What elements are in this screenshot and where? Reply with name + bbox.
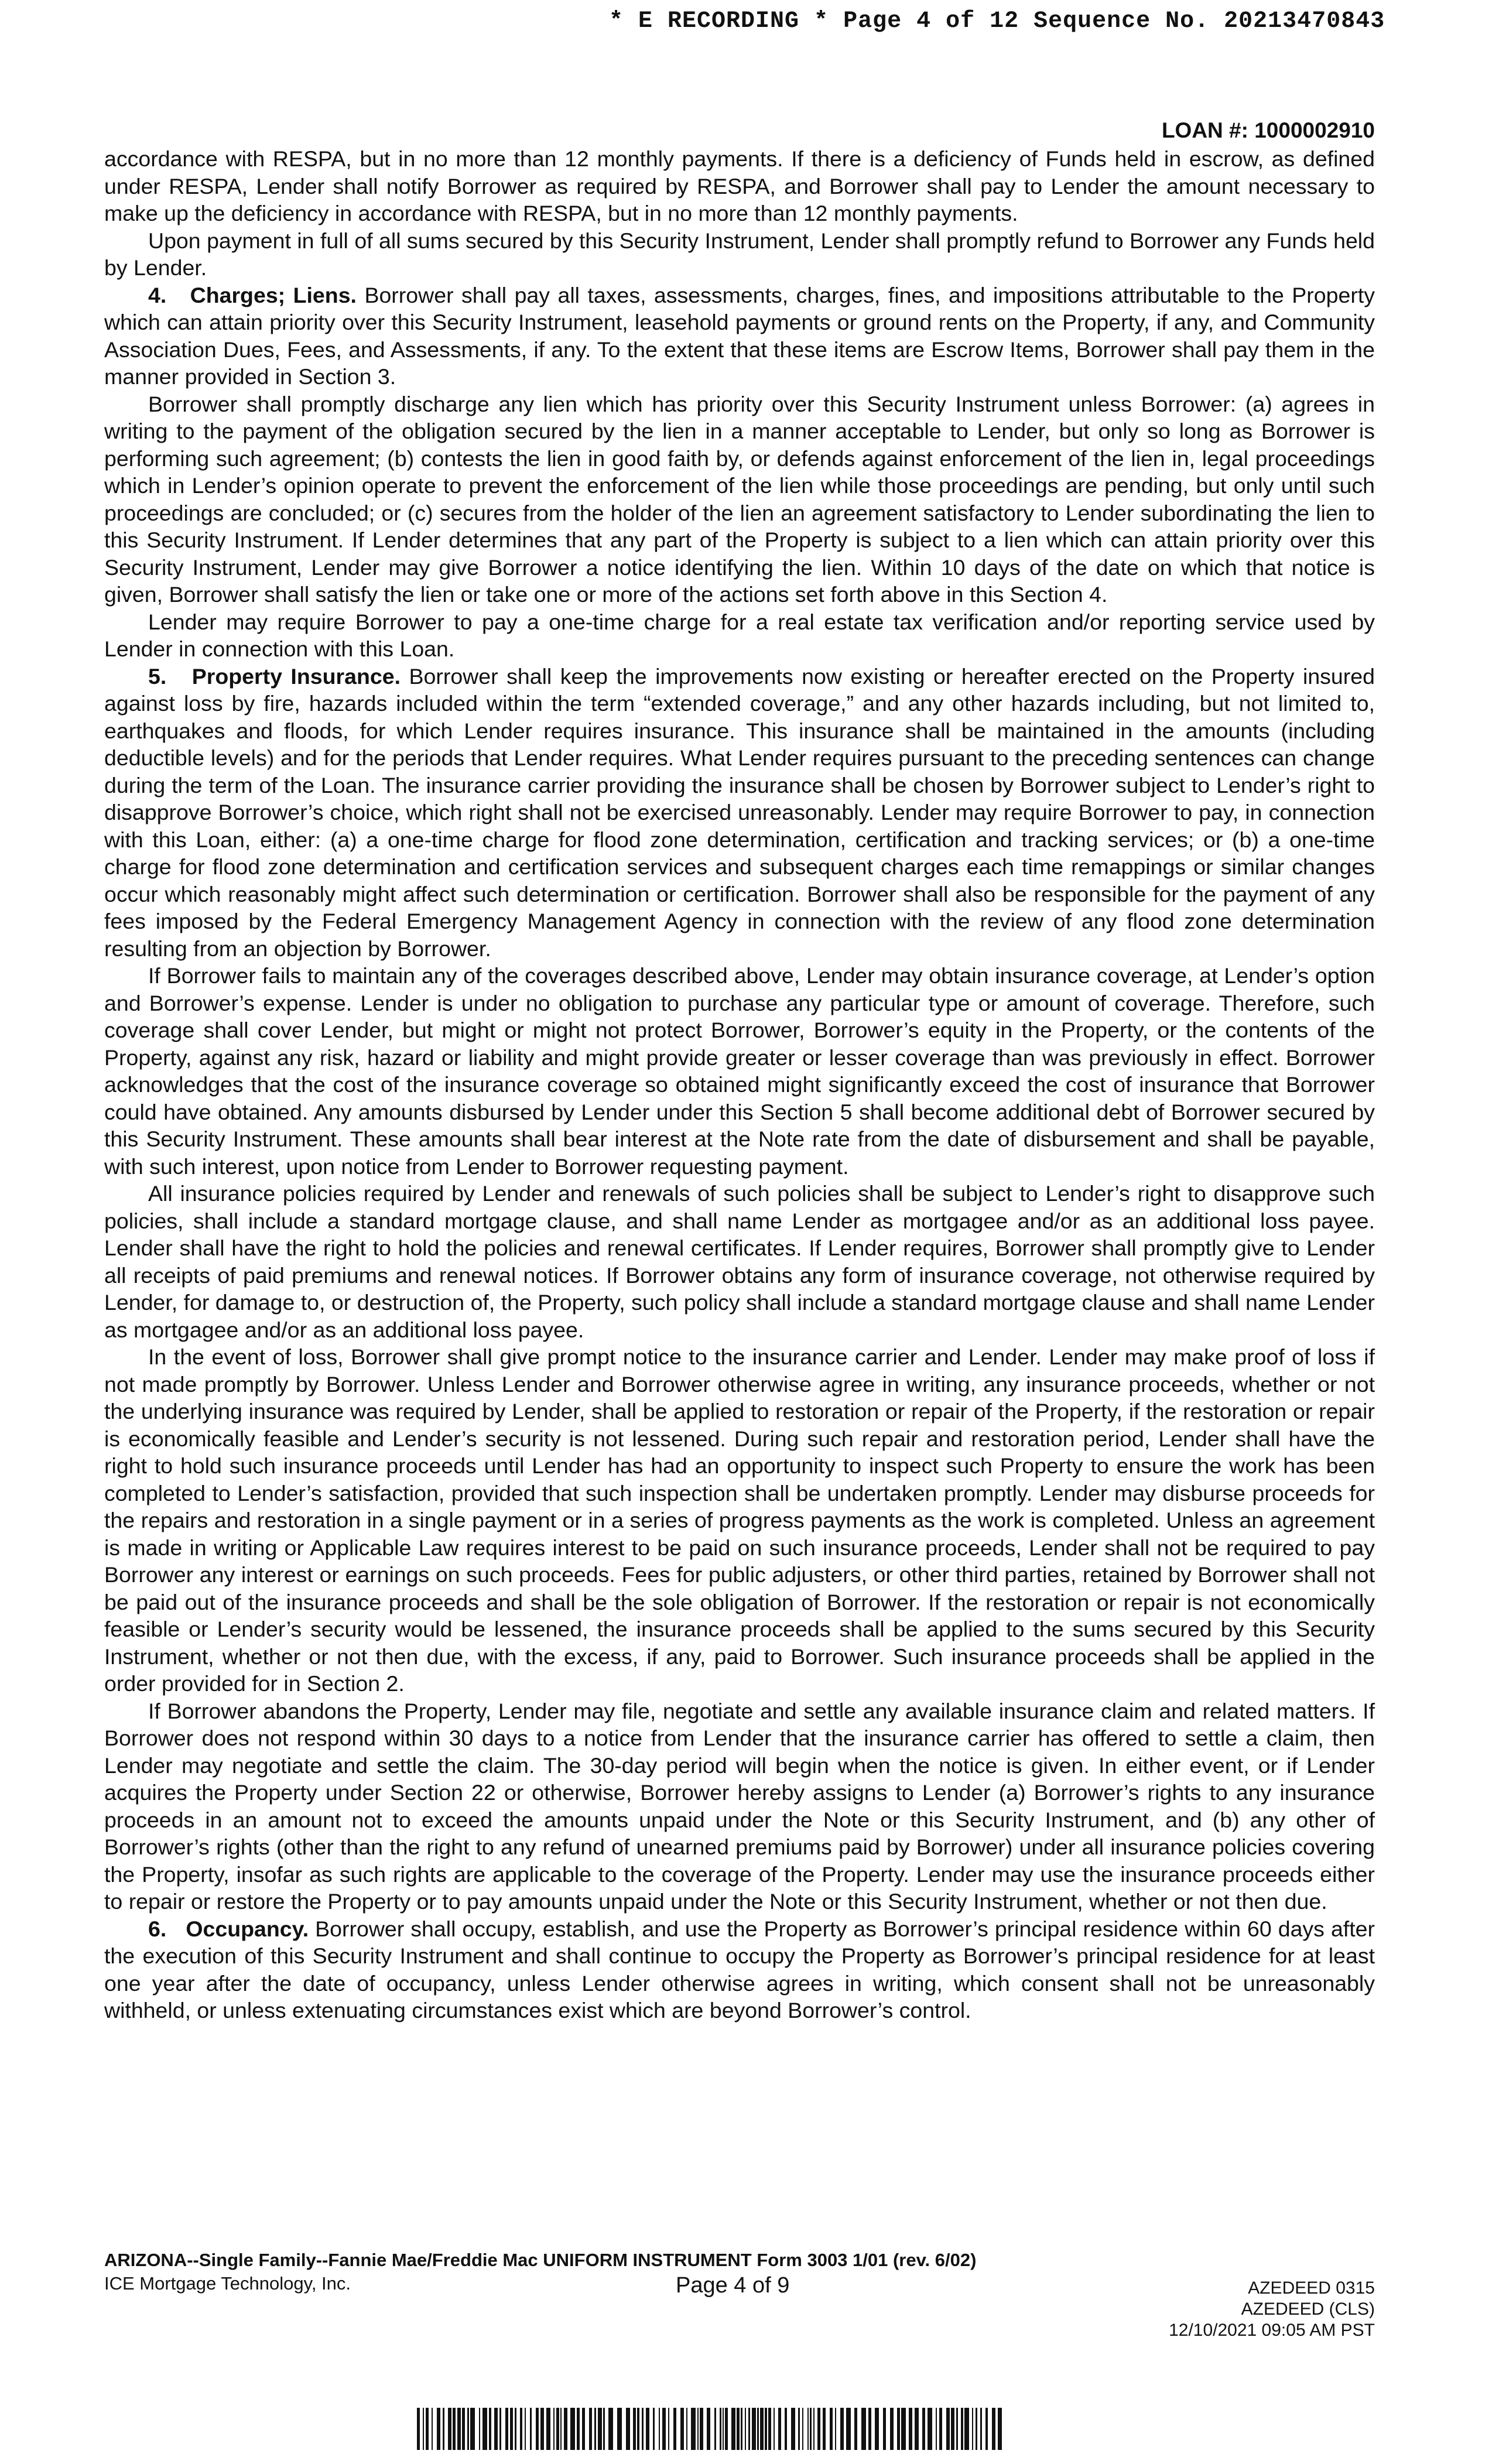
barcode-bar <box>594 2408 596 2450</box>
barcode-bar <box>556 2408 559 2450</box>
barcode-bar <box>909 2408 912 2450</box>
barcode-bar <box>741 2408 742 2450</box>
section-title: Charges; Liens. <box>190 282 357 307</box>
barcode-bar <box>432 2408 433 2450</box>
barcode-bar <box>823 2408 826 2450</box>
barcode-bar <box>939 2408 942 2450</box>
barcode-bar <box>810 2408 812 2450</box>
barcode-bar <box>745 2408 746 2450</box>
barcode-bar <box>798 2408 800 2450</box>
barcode-bar <box>835 2408 836 2450</box>
barcode-bar <box>617 2408 622 2450</box>
barcode-bar <box>417 2408 420 2450</box>
paragraph-text: In the event of loss, Borrower shall give prompt notice to the insurance carrier and Lender. Lender may make proof of loss if not made promptly by Borrower. Unless Lender and Borrower otherwise agree in writing, any insurance proceeds, whether or not the underlying insurance was required by Lender, shall be applied to restoration or repair of the Property, if the restoration or repair is economically feasible and Lender’s security is not lessened. During such repair and restoration period, Lender shall have the right to hold such insurance proceeds until Lender has had an opportunity to inspect such Property to ensure the work has been completed to Lender’s satisfaction, provided that such inspection shall be undertaken promptly. Lender may disburse proceeds for the repairs and restoration in a single payment or in a series of progress payments as the work is completed. Unless an agreement is made in writing or Applicable Law requires interest to be paid on such insurance proceeds, Lender shall not be required to pay Borrower any interest or earnings on such proceeds. Fees for public adjusters, or other third parties, retained by Borrower shall not be paid out of the insurance proceeds and shall be the sole obligation of Borrower. If the restoration or repair is not economically feasible or Lender’s security would be lessened, the insurance proceeds shall be applied to the sums secured by this Security Instrument, whether or not then due, with the excess, if any, paid to Borrower. Such insurance proceeds shall be applied in the order provided for in Section 2. <box>104 1344 1375 1696</box>
barcode-bar <box>817 2408 820 2450</box>
barcode-bar <box>673 2408 676 2450</box>
barcode-bar <box>760 2408 764 2450</box>
barcode-bar <box>686 2408 687 2450</box>
barcode-bar <box>515 2408 516 2450</box>
barcode-bar <box>785 2408 787 2450</box>
barcode-bar <box>936 2408 937 2450</box>
barcode-bar <box>707 2408 710 2450</box>
paragraph-text: Lender may require Borrower to pay a one-time charge for a real estate tax verification and/or reporting service used by Lender in connection with this Loan. <box>104 609 1375 661</box>
barcode-bar <box>642 2408 644 2450</box>
barcode-bar <box>752 2408 756 2450</box>
barcode-bar <box>646 2408 649 2450</box>
barcode-bar <box>489 2408 491 2450</box>
barcode-bar <box>854 2408 857 2450</box>
paragraph-text: Borrower shall occupy, establish, and use the Property as Borrower’s principal residence within 60 days after the execution of this Security Instrument and shall continue to occupy the Property as Borrower’s principal residence for at least one year after the date of occupancy, unless Lender otherwise agrees in writing, which consent shall not be unreasonably withheld, or unless extenuating circumstances exist which are beyond Borrower’s control. <box>104 1916 1375 2022</box>
barcode-bar <box>608 2408 613 2450</box>
document-codes <box>1169 2278 1375 2341</box>
paragraph-text: accordance with RESPA, but in no more than 12 monthly payments. If there is a deficiency of Funds held in escrow, as defined under RESPA, Lender shall notify Borrower as required by RESPA, and Borrower shall pay to Lender the amount necessary to make up the deficiency in accordance with RESPA, but in no more than 12 monthly payments. <box>104 146 1375 225</box>
barcode-bar <box>437 2408 440 2450</box>
barcode-bar <box>426 2408 429 2450</box>
barcode-bar <box>691 2408 696 2450</box>
barcode-bar <box>564 2408 567 2450</box>
barcode-bar <box>589 2408 592 2450</box>
barcode-bar <box>791 2408 795 2450</box>
paragraph-text: Borrower shall pay all taxes, assessments, charges, fines, and impositions attributable to the Property which can attain priority over this Security Instrument, leasehold payments or ground rents on the Property, if any, and Community Association Dues, Fees, and Assessments, if any. To the extent that these items are Escrow Items, Borrower shall pay them in the manner provided in Section 3. <box>104 282 1375 389</box>
page-footer <box>104 2250 1375 2338</box>
barcode-bar <box>922 2408 925 2450</box>
barcode-bar <box>830 2408 833 2450</box>
page-number: Page 4 of 9 <box>676 2273 790 2298</box>
barcode-bar <box>668 2408 669 2450</box>
barcode-bar <box>499 2408 501 2450</box>
barcode-bar <box>731 2408 735 2450</box>
barcode-bar <box>494 2408 498 2450</box>
barcode-bar <box>423 2408 424 2450</box>
barcode-bar <box>725 2408 728 2450</box>
barcode-bar <box>757 2408 759 2450</box>
loan-number-line <box>1162 118 1375 143</box>
vendor-name: ICE Mortgage Technology, Inc. <box>104 2273 351 2294</box>
paragraph-text: Borrower shall promptly discharge any lien which has priority over this Security Instrument unless Borrower: (a) agrees in writing to the payment of the obligation secured by the lien in a manner acceptable to Lender, but only so long as Borrower is performing such agreement; (b) contests the lien in good faith by, or defends against enforcement of the lien in, legal proceedings which in Lender’s opinion operate to prevent the enforcement of the lien while those proceedings are pending, but only until such proceedings are concluded; or (c) secures from the holder of the lien an agreement satisfactory to Lender subordinating the lien to this Security Instrument. If Lender determines that any part of the Property is subject to a lien which can attain priority over this Security Instrument, Lender may give Borrower a notice identifying the lien. Within 10 days of the date on which that notice is given, Borrower shall satisfy the lien or take one or more of the actions set forth above in this Section 4. <box>104 391 1375 607</box>
body-paragraph <box>104 227 1375 282</box>
print-timestamp: 12/10/2021 09:05 AM PST <box>1169 2321 1375 2340</box>
barcode-bar <box>659 2408 660 2450</box>
barcode-bar <box>964 2408 969 2450</box>
paragraph-text: If Borrower fails to maintain any of the coverages described above, Lender may obtain insurance coverage, at Lender’s option and Borrower’s expense. Lender is under no obligation to purchase any particular type or amount of coverage. Therefore, such coverage shall cover Lender, but might or might not protect Borrower, Borrower’s equity in the Property, or the contents of the Property, against any risk, hazard or liability and might provide greater or lesser coverage than was previously in effect. Borrower acknowledges that the cost of the insurance coverage so obtained might significantly exceed the cost of insurance that Borrower could have obtained. Any amounts disbursed by Lender under this Section 5 shall become additional debt of Borrower secured by this Security Instrument. These amounts shall bear interest at the Note rate from the date of disbursement and shall be payable, with such interest, upon notice from Lender to Borrower requesting payment. <box>104 963 1375 1179</box>
barcode-bar <box>505 2408 508 2450</box>
body-paragraph <box>104 1180 1375 1343</box>
barcode-bar <box>603 2408 605 2450</box>
barcode-bar <box>462 2408 465 2450</box>
barcode-bar <box>582 2408 585 2450</box>
barcode-bar <box>697 2408 699 2450</box>
section-title: Property Insurance. <box>191 663 401 689</box>
barcode-bar <box>946 2408 950 2450</box>
section-6-paragraph <box>104 1915 1375 2024</box>
barcode-bar <box>570 2408 575 2450</box>
body-paragraph <box>104 145 1375 227</box>
section-number: 6. <box>148 1916 167 1941</box>
section-4-paragraph <box>104 282 1375 391</box>
barcode-bar <box>453 2408 456 2450</box>
barcode-bar <box>633 2408 636 2450</box>
barcode-bar <box>720 2408 721 2450</box>
barcode-bar <box>846 2408 851 2450</box>
barcode-bar <box>774 2408 775 2450</box>
barcode-bar <box>956 2408 958 2450</box>
barcode-bar <box>980 2408 982 2450</box>
barcode-bar <box>530 2408 532 2450</box>
barcode-bar <box>560 2408 562 2450</box>
paragraph-text: All insurance policies required by Lender and renewals of such policies shall be subject to Lender’s right to disapprove such policies, shall include a standard mortgage clause, and shall name Lender as mortgagee and/or as an additional loss payee. Lender shall have the right to hold the policies and renewal certificates. If Lender requires, Borrower shall promptly give to Lender all receipts of paid premiums and renewal notices. If Borrower obtains any form of insurance coverage, not otherwise required by Lender, for damage to, or destruction of, the Property, such policy shall include a standard mortgage clause and shall name Lender as mortgagee and/or as an additional loss payee. <box>104 1181 1375 1342</box>
section-number: 4. <box>148 282 167 307</box>
barcode-bar <box>868 2408 871 2450</box>
barcode-bar <box>714 2408 716 2450</box>
loan-label: LOAN #: <box>1161 118 1248 142</box>
body-paragraph <box>104 962 1375 1180</box>
barcode-bar <box>520 2408 522 2450</box>
barcode-bar <box>915 2408 919 2450</box>
barcode-bar <box>700 2408 703 2450</box>
barcode-bar <box>467 2408 469 2450</box>
doc-code-secondary: AZEDEED (CLS) <box>1241 2299 1375 2319</box>
barcode-bar <box>972 2408 973 2450</box>
paragraph-text: If Borrower abandons the Property, Lender may file, negotiate and settle any available insurance claim and related matters. If Borrower does not respond within 30 days to a notice from Lender that the insurance carrier has offered to settle a claim, then Lender may negotiate and settle the claim. The 30-day period will begin when the notice is given. In either event, or if Lender acquires the Property under Section 22 or otherwise, Borrower hereby assigns to Lender (a) Borrower’s rights to any insurance proceeds in an amount not to exceed the amounts unpaid under the Note or this Security Instrument, and (b) any other of Borrower’s rights (other than the right to any refund of unearned premiums paid by Borrower) under all insurance policies covering the Property, insofar as such rights are applicable to the coverage of the Property. Lender may use the insurance proceeds either to repair or restore the Property or to pay amounts unpaid under the Note or this Security Instrument, whether or not then due. <box>104 1698 1375 1914</box>
barcode-bar <box>536 2408 539 2450</box>
barcode-bar <box>479 2408 480 2450</box>
barcode-bar <box>992 2408 995 2450</box>
barcode-bar <box>510 2408 513 2450</box>
section-5-paragraph <box>104 663 1375 963</box>
barcode-bar <box>653 2408 655 2450</box>
barcode-bar <box>553 2408 555 2450</box>
doc-code: AZEDEED 0315 <box>1248 2278 1375 2298</box>
barcode-bar <box>883 2408 886 2450</box>
document-barcode <box>417 2408 1002 2450</box>
barcode-bar <box>577 2408 580 2450</box>
barcode-bar <box>768 2408 771 2450</box>
body-paragraph <box>104 1698 1375 1915</box>
recording-stamp: * E RECORDING * Page 4 of 12 Sequence No. 20213470843 <box>609 8 1385 35</box>
barcode-bar <box>637 2408 639 2450</box>
barcode-bar <box>546 2408 550 2450</box>
barcode-bar <box>482 2408 487 2450</box>
barcode-bar <box>662 2408 666 2450</box>
barcode-bar <box>976 2408 977 2450</box>
barcode-bar <box>540 2408 544 2450</box>
barcode-bar <box>802 2408 803 2450</box>
barcode-bar <box>748 2408 750 2450</box>
body-paragraph <box>104 608 1375 663</box>
paragraph-text: Borrower shall keep the improvements now existing or hereafter erected on the Property insured against loss by fire, hazards included within the term “extended coverage,” and any other hazards including, but not limited to, earthquakes and floods, for which Lender requires insurance. This insurance shall be maintained in the amounts (including deductible levels) and for the periods that Lender requires. What Lender requires pursuant to the preceding sentences can change during the term of the Loan. The insurance carrier providing the insurance shall be chosen by Borrower subject to Lender’s right to disapprove Borrower’s choice, which right shall not be exercised unreasonably. Lender may require Borrower to pay, in connection with this Loan, either: (a) a one-time charge for flood zone determination, certification and tracking services; or (b) a one-time charge for flood zone determination and certification services and subsequent charges each time remappings or similar changes occur which reasonably might affect such determination or certification. Borrower shall also be responsible for the payment of any fees imposed by the Federal Emergency Management Agency in connection with the review of any flood zone determination resulting from an objection by Borrower. <box>104 663 1375 961</box>
barcode-bar <box>680 2408 684 2450</box>
loan-number: 1000002910 <box>1254 118 1375 142</box>
barcode-bar <box>448 2408 451 2450</box>
barcode-bar <box>985 2408 988 2450</box>
section-number: 5. <box>148 663 167 689</box>
barcode-bar <box>807 2408 809 2450</box>
barcode-bar <box>525 2408 526 2450</box>
paragraph-text: Upon payment in full of all sums secured by this Security Instrument, Lender shall promptly refund to Borrower any Funds held by Lender. <box>104 228 1375 280</box>
document-body <box>104 145 1375 2024</box>
barcode-bar <box>840 2408 844 2450</box>
barcode-bar <box>813 2408 814 2450</box>
barcode-bar <box>598 2408 602 2450</box>
barcode-bar <box>737 2408 740 2450</box>
barcode-bar <box>897 2408 900 2450</box>
body-paragraph <box>104 391 1375 608</box>
barcode-bar <box>961 2408 963 2450</box>
barcode-bar <box>901 2408 906 2450</box>
section-title: Occupancy. <box>186 1916 309 1941</box>
barcode-bar <box>875 2408 879 2450</box>
barcode-bar <box>861 2408 866 2450</box>
barcode-bar <box>765 2408 767 2450</box>
body-paragraph <box>104 1343 1375 1698</box>
barcode-bar <box>778 2408 781 2450</box>
barcode-bar <box>626 2408 630 2450</box>
barcode-bar <box>443 2408 444 2450</box>
barcode-bar <box>457 2408 461 2450</box>
barcode-bar <box>890 2408 894 2450</box>
barcode-bar <box>998 2408 1002 2450</box>
barcode-bar <box>928 2408 932 2450</box>
barcode-bar <box>470 2408 475 2450</box>
barcode-bar <box>951 2408 954 2450</box>
barcode-bar <box>723 2408 724 2450</box>
form-identifier: ARIZONA--Single Family--Fannie Mae/Freddie Mac UNIFORM INSTRUMENT Form 3003 1/01 (rev. 6/02) <box>104 2250 977 2270</box>
